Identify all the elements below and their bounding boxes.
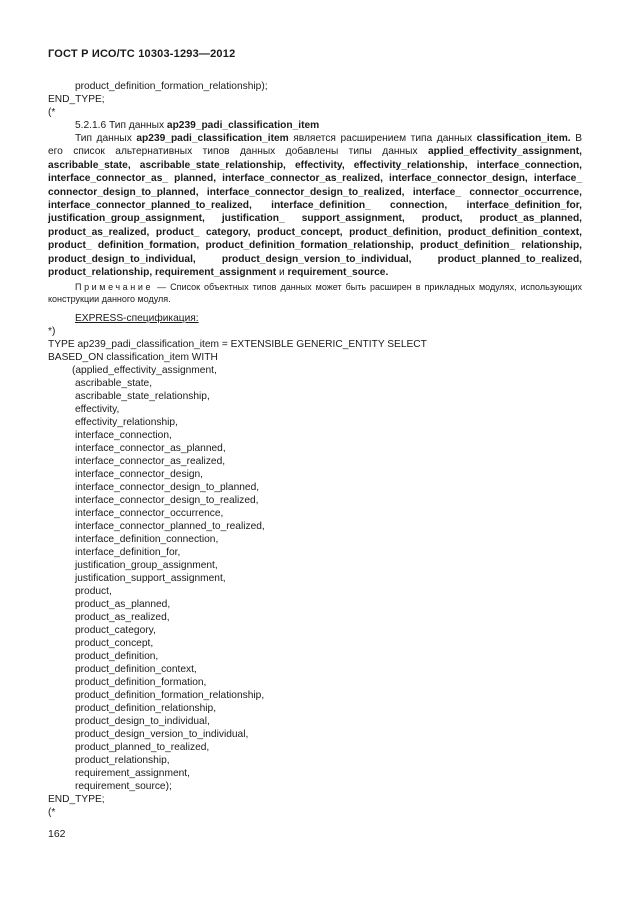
select-item: interface_connector_design, (75, 469, 203, 480)
code-line: BASED_ON classification_item WITH (48, 352, 218, 363)
note-text: — Список объектных типов данных может быть расширен в прикладных модулях, использующих конструкции данного модуля. (48, 282, 582, 305)
document-header: ГОСТ Р ИСО/ТС 10303-1293—2012 (48, 48, 236, 60)
select-item: product_definition_relationship, (75, 703, 217, 714)
select-item: justification_group_assignment, (75, 560, 218, 571)
select-item: interface_connector_as_realized, (75, 456, 226, 467)
select-item: interface_connection, (75, 430, 172, 441)
select-item: justification_support_assignment, (75, 573, 226, 584)
select-item: requirement_assignment, (75, 768, 190, 779)
body-paragraph: Тип данных ap239_padi_classification_item является расширением типа данных classification_item. В его список альтернативных типов данных добавлены типы данных applied_effectivity_assignment, ascribable_state, ascribable_state_relationship, effectivity, effectivity_relationship, interface_connection, interface_connector_as_ planned, interface_connector_as_realized, interface_connector_design, interface_ connector_design_to_planned, interface_connector_design_to_realized, interface_ connector_occurrence, interface_connector_planned_to_realized, interface_definition_ connection, interface_definition_for, justification_group_assignment, justification_ support_assignment, product, product_as_planned, product_as_realized, product_ category, product_concept, product_definition, product_definition_context, product_ definition_formation, product_definition_formation_relationship, product_definition_ relationship, product_design_to_individual, product_design_version_to_individual, product_planned_to_realized, product_relationship, requirement_assignment и requirement_source. (48, 133, 582, 279)
code-line: product_definition_formation_relationship); (75, 81, 268, 92)
code-line: (applied_effectivity_assignment, (72, 365, 217, 376)
select-item: interface_connector_as_planned, (75, 443, 226, 454)
select-item: product_as_realized, (75, 612, 170, 623)
select-item: product_definition_formation, (75, 677, 207, 688)
note-label: Примечание (75, 282, 154, 292)
select-item: product, (75, 586, 112, 597)
select-item: product_category, (75, 625, 156, 636)
code-line: END_TYPE; (48, 94, 105, 105)
select-item: product_definition_formation_relationship, (75, 690, 265, 701)
select-item: requirement_source); (75, 781, 172, 792)
select-item: product_relationship, (75, 755, 170, 766)
select-item: ascribable_state, (75, 378, 153, 389)
select-item: interface_connector_design_to_planned, (75, 482, 260, 493)
select-item: product_definition, (75, 651, 159, 662)
select-item: product_definition_context, (75, 664, 197, 675)
code-line: (* (48, 807, 56, 818)
select-item: product_design_to_individual, (75, 716, 210, 727)
select-item: interface_connector_design_to_realized, (75, 495, 259, 506)
code-line: *) (48, 326, 56, 337)
select-item: interface_connector_planned_to_realized, (75, 521, 265, 532)
section-name: ap239_padi_classification_item (166, 120, 320, 131)
select-item: product_planned_to_realized, (75, 742, 210, 753)
code-line: (* (48, 107, 56, 118)
select-item: effectivity, (75, 404, 120, 415)
select-item: interface_definition_connection, (75, 534, 219, 545)
code-line: TYPE ap239_padi_classification_item = EXTENSIBLE GENERIC_ENTITY SELECT (48, 339, 427, 350)
section-heading (75, 119, 319, 132)
page-number: 162 (48, 828, 66, 840)
select-item: product_concept, (75, 638, 154, 649)
express-label: EXPRESS-спецификация: (75, 313, 199, 324)
note-paragraph (48, 281, 582, 305)
select-item: interface_definition_for, (75, 547, 181, 558)
select-item: interface_connector_occurrence, (75, 508, 224, 519)
select-item: product_as_planned, (75, 599, 171, 610)
select-item: ascribable_state_relationship, (75, 391, 210, 402)
select-item: effectivity_relationship, (75, 417, 178, 428)
section-number: 5.2.1.6 Тип данных (75, 120, 167, 131)
code-line: END_TYPE; (48, 794, 105, 805)
select-item: product_design_version_to_individual, (75, 729, 249, 740)
